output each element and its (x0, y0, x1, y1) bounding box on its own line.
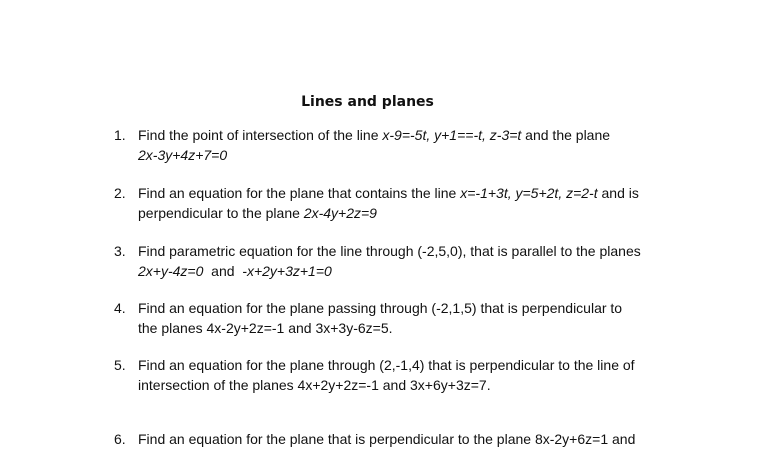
problem-number: 5. (114, 357, 126, 373)
page-title: Lines and planes (301, 94, 434, 110)
problem-text-line: 2x+y-4z=0 and -x+2y+3z+1=0 (138, 263, 332, 279)
problem-text-line: 2x-3y+4z+7=0 (138, 147, 228, 163)
problem-number: 6. (114, 431, 126, 447)
problem-number: 1. (114, 127, 126, 143)
problem-number: 4. (114, 300, 126, 316)
problem-number: 2. (114, 185, 126, 201)
problem-text-line: Find an equation for the plane that is perpendicular to the plane 8x-2y+6z=1 and (138, 431, 636, 447)
problem-text-line: Find the point of intersection of the line x-9=-5t, y+1==-t, z-3=t and the plane (138, 127, 611, 143)
problem-text-line: intersection of the planes 4x+2y+2z=-1 and 3x+6y+3z=7. (138, 377, 491, 393)
problem-text-line: Find parametric equation for the line through (-2,5,0), that is parallel to the planes (138, 243, 641, 259)
problem-text-line: the planes 4x-2y+2z=-1 and 3x+3y-6z=5. (138, 320, 393, 336)
problem-number: 3. (114, 243, 126, 259)
problem-text-line: Find an equation for the plane passing through (-2,1,5) that is perpendicular to (138, 300, 623, 316)
problem-text-line: Find an equation for the plane that contains the line x=-1+3t, y=5+2t, z=2-t and is (138, 185, 639, 201)
problem-text-line: perpendicular to the plane 2x-4y+2z=9 (138, 205, 377, 221)
problem-text-line: Find an equation for the plane through (2,-1,4) that is perpendicular to the line of (138, 357, 635, 373)
